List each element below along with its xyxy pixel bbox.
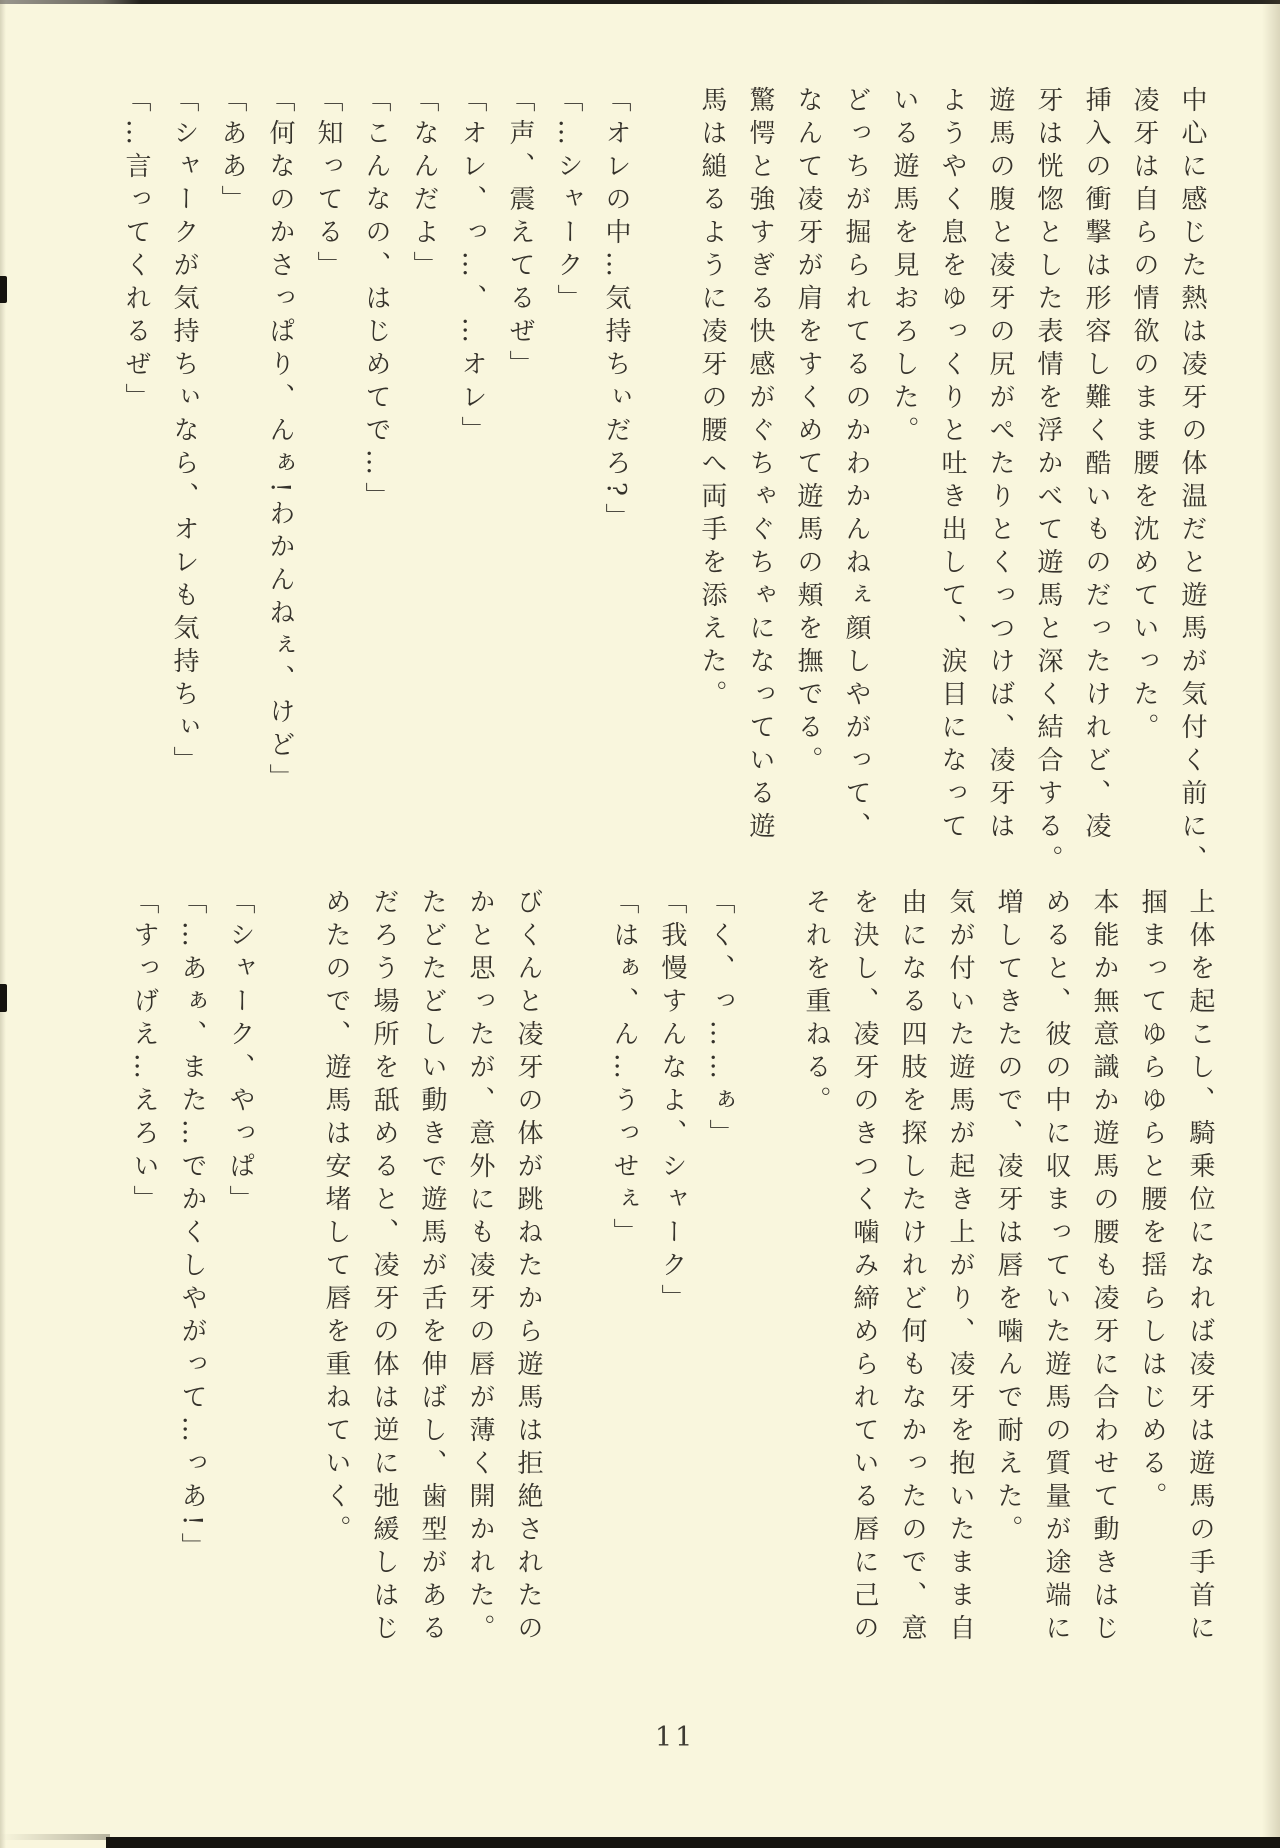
text-line: 「なんだよ」	[409, 86, 439, 284]
text-line: 「…言ってくれるぜ」	[121, 86, 151, 416]
vertical-text-block-top	[112, 86, 1216, 886]
text-line: 驚愕と強すぎる快感がぐちゃぐちゃになっている遊	[745, 86, 775, 845]
text-line: 「オレ、っ…、…オレ」	[457, 86, 487, 449]
text-line: 「こんなの、はじめてで…」	[361, 86, 391, 515]
text-line: びくんと凌牙の体が跳ねたから遊馬は拒絶されたの	[513, 888, 543, 1647]
text-line: いる遊馬を見おろした。	[889, 86, 919, 449]
text-line: 気が付いた遊馬が起き上がり、凌牙を抱いたまま自	[945, 888, 975, 1647]
text-line: 掴まってゆらゆらと腰を揺らしはじめる。	[1137, 888, 1167, 1515]
text-line: 「我慢すんなよ、シャーク」	[657, 888, 687, 1317]
blank-line	[264, 888, 312, 1708]
text-line: 「知ってる」	[313, 86, 343, 284]
text-line: めたので、遊馬は安堵して唇を重ねていく。	[321, 888, 351, 1548]
text-line: 「…シャーク」	[553, 86, 583, 317]
text-line: ようやく息をゆっくりと吐き出して、涙目になって	[937, 86, 967, 845]
text-line: 「ああ」	[217, 86, 247, 218]
text-line: 「すっげえ…えろい」	[129, 888, 159, 1218]
scan-right-shadow	[1262, 0, 1280, 1848]
scan-top-edge	[0, 0, 1280, 4]
text-line: なんて凌牙が肩をすくめて遊馬の頬を撫でる。	[793, 86, 823, 779]
text-line: 増してきたので、凌牙は唇を噛んで耐えた。	[993, 888, 1023, 1548]
text-line: 遊馬の腹と凌牙の尻がぺたりとくっつけば、凌牙は	[985, 86, 1015, 845]
text-line: 挿入の衝撃は形容し難く酷いものだったけれど、凌	[1081, 86, 1111, 845]
text-line: を決し、凌牙のきつく噛み締められている唇に己の	[849, 888, 879, 1647]
text-line: 「何なのかさっぱり、んぁ!わかんねぇ、けど」	[265, 86, 295, 797]
text-line: 上体を起こし、騎乗位になれば凌牙は遊馬の手首に	[1185, 888, 1215, 1647]
text-line: だろう場所を舐めると、凌牙の体は逆に弛緩しはじ	[369, 888, 399, 1647]
blank-line	[640, 86, 688, 886]
text-line: 「声、震えてるぜ」	[505, 86, 535, 383]
text-line: かと思ったが、意外にも凌牙の唇が薄く開かれた。	[465, 888, 495, 1647]
vertical-text-block-bottom	[120, 888, 1224, 1708]
scan-left-mark	[0, 984, 7, 1012]
text-line: 「オレの中…気持ちぃだろ?」	[601, 86, 631, 536]
text-line: 本能か無意識か遊馬の腰も凌牙に合わせて動きはじ	[1089, 888, 1119, 1647]
text-line: 「はぁ、ん…うっせぇ」	[609, 888, 639, 1251]
text-line: 「…あぁ、また…でかくしやがって…っあ!」	[177, 888, 207, 1566]
text-line: たどたどしい動きで遊馬が舌を伸ばし、歯型がある	[417, 888, 447, 1647]
text-line: 「シャークが気持ちぃなら、オレも気持ちぃ」	[169, 86, 199, 779]
text-line: 馬は縋るように凌牙の腰へ両手を添えた。	[697, 86, 727, 713]
blank-line	[744, 888, 792, 1708]
scan-bottom-edge-fade	[0, 1834, 110, 1840]
blank-line	[552, 888, 600, 1708]
text-line: 「シャーク、やっぱ」	[225, 888, 255, 1218]
text-line: それを重ねる。	[801, 888, 831, 1119]
page-number: 11	[655, 1722, 696, 1753]
scan-bottom-edge	[106, 1837, 1280, 1848]
text-line: 由になる四肢を探したけれど何もなかったので、意	[897, 888, 927, 1647]
text-line: 牙は恍惚とした表情を浮かべて遊馬と深く結合する。	[1033, 86, 1063, 878]
text-line: どっちが掘られてるのかわかんねぇ顔しやがって、	[841, 86, 871, 845]
text-line: めると、彼の中に収まっていた遊馬の質量が途端に	[1041, 888, 1071, 1647]
text-line: 中心に感じた熱は凌牙の体温だと遊馬が気付く前に、	[1177, 86, 1207, 878]
text-line: 「く、っ……ぁ」	[705, 888, 735, 1152]
scan-left-mark	[0, 276, 7, 303]
text-line: 凌牙は自らの情欲のまま腰を沈めていった。	[1129, 86, 1159, 746]
